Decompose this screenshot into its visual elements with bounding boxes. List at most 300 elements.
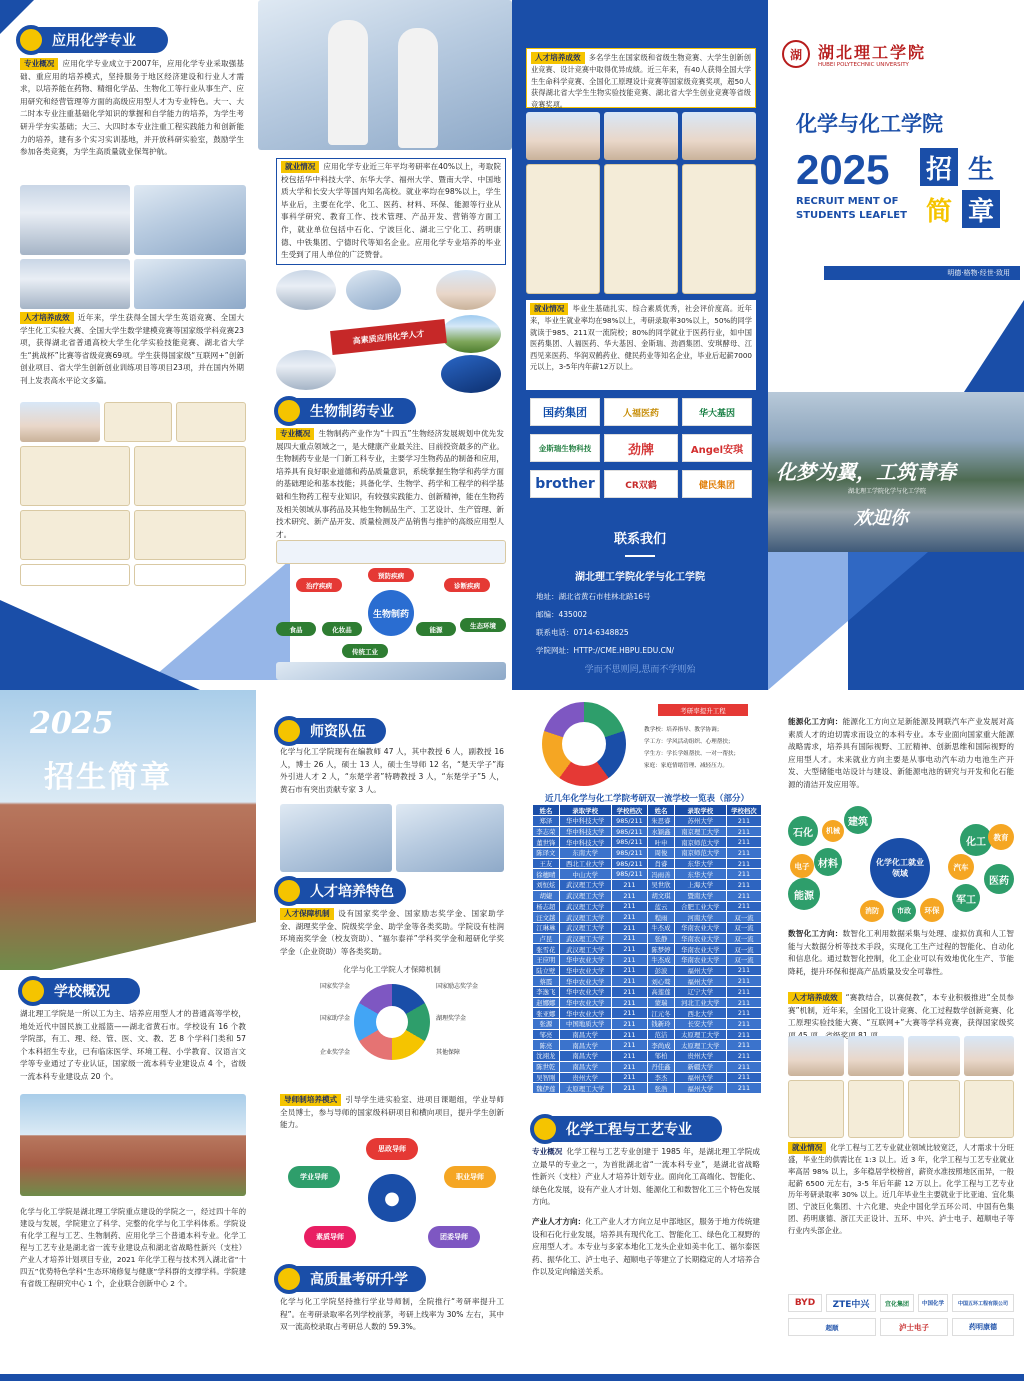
table-cell: 李志荣 <box>533 826 560 837</box>
bio-center-node: 生物制药 <box>368 590 414 636</box>
table-cell: 卢昆 <box>533 933 560 944</box>
table-cell: 华南农业大学 <box>674 944 726 955</box>
table-cell: 吴世欣 <box>648 880 675 891</box>
cover-corner-triangle <box>964 300 1024 392</box>
cycle-line-2: 学工方：学风活动组织、心理帮扶； <box>644 739 734 745</box>
bio-product-strip <box>276 540 506 564</box>
table-cell: 华中农业大学 <box>559 987 611 998</box>
table-cell: 双一流 <box>726 922 761 933</box>
table-cell: 西北大学 <box>674 1008 726 1019</box>
table-cell: 211 <box>611 1083 647 1094</box>
field-node-education: 教育 <box>988 824 1014 850</box>
kaoyan-text: 化学与化工学院坚持推行学业导师制，全院推行“考研率提升工程”。在考研录取率名列学校前茅，考研上线率为 30% 左右，其中双一流高校录取占考研总人数的 59.3%。 <box>280 1297 504 1332</box>
table-cell: 211 <box>611 965 647 976</box>
table-cell: 211 <box>611 1040 647 1051</box>
table-cell: 211 <box>726 837 761 848</box>
certificate-6 <box>134 510 246 560</box>
table-cell: 211 <box>726 1029 761 1040</box>
table-cell: 胡文琪 <box>648 890 675 901</box>
table-cell: 211 <box>726 1051 761 1062</box>
table-cell: 武汉理工大学 <box>559 901 611 912</box>
table-cell: 水颖鑫 <box>648 826 675 837</box>
table-cell: 福州大学 <box>674 976 726 987</box>
table-row <box>533 1019 762 1030</box>
bio-node-food: 食品 <box>276 622 316 636</box>
table-cell: 程雨 <box>648 912 675 923</box>
applied-chem-talent: 人才培养成效 近年来，学生获得全国大学生英语竞赛、全国大学生化工实验大赛、全国大学生数学建模竞赛等国家级学科竞赛23项，获得湖北省普通高校大学生化学实验技能竞赛、湖北省大学生“挑战杯”比赛等省级竞赛69项。学生获得国家级“互联网+”创新创业项目、省大学生创新创业训练项目等项目23项，并在国内外期刊上发表高水平论文多篇。 <box>20 313 244 385</box>
table-cell: 211 <box>726 816 761 827</box>
table-cell: 南昌大学 <box>559 1040 611 1051</box>
table-cell: 福州大学 <box>674 1072 726 1083</box>
table-cell: 211 <box>611 880 647 891</box>
university-logo-icon: 湖 <box>782 40 810 68</box>
logo-wuxi: 药明康德 <box>952 1318 1014 1336</box>
table-cell: 武汉理工大学 <box>559 912 611 923</box>
cover-year: 2025 <box>796 146 890 193</box>
biopharm-diagram <box>276 540 506 680</box>
bio-node-ecology: 生态环境 <box>460 618 506 632</box>
table-cell: 华中科技大学 <box>559 837 611 848</box>
bio-node-treat: 治疗疾病 <box>296 578 342 592</box>
diagram-center-band: 高素质应用化学人才 <box>330 319 447 355</box>
logo-wuhuan: 中国五环工程有限公司 <box>952 1294 1014 1312</box>
table-cell: 东南大学 <box>559 848 611 859</box>
diagram-photo-earth <box>441 315 501 353</box>
logo-byd: BYD <box>788 1294 822 1312</box>
table-cell: 东华大学 <box>674 869 726 880</box>
heading-bullet-icon <box>18 976 48 1006</box>
table-row <box>533 869 762 880</box>
table-header-cell: 录取学校 <box>559 805 611 816</box>
chem-eng-talent: 人才培养成效 “赛教结合，以赛促教”，本专业积极推进“全员参赛”机制，近年来，全国化工设计竞赛、化工过程数学创新竞赛、化工原理实验技能大赛、“互联网+”大赛等学科竞赛，获得国家级奖 <box>788 993 1014 1028</box>
pilot-plant-photo-2 <box>134 259 246 309</box>
table-cell: 211 <box>611 922 647 933</box>
talent-cert-2 <box>848 1080 904 1138</box>
table-cell: 985/211 <box>611 816 647 827</box>
logo-cr-double-crane: CR双鹤 <box>604 470 678 498</box>
talent-cert-1 <box>788 1080 844 1138</box>
panel-faculty <box>256 690 512 1381</box>
heading-bullet-icon <box>274 1264 304 1294</box>
table-cell: 211 <box>611 890 647 901</box>
award-cert-a <box>526 164 600 294</box>
table-cell: 211 <box>611 901 647 912</box>
paper-screenshot-1 <box>20 564 130 586</box>
bio-node-prevent: 预防疾病 <box>368 568 414 582</box>
cover-lightblue-triangle <box>768 552 928 690</box>
table-cell: 新疆大学 <box>674 1061 726 1072</box>
table-cell: 西北工业大学 <box>559 858 611 869</box>
panel-cover <box>768 0 1024 690</box>
logo-genscript: 金斯瑞生物科技 <box>530 434 600 462</box>
table-cell: 丹佳鑫 <box>648 1061 675 1072</box>
diagram-photo-factory <box>276 350 336 390</box>
table-cell: 张静 <box>648 933 675 944</box>
table-cell: 太原理工大学 <box>674 1029 726 1040</box>
table-cell: 张雪花 <box>533 944 560 955</box>
table-cell: 张源 <box>533 1019 560 1030</box>
title-char-2: 生 <box>962 148 1000 186</box>
table-row <box>533 1040 762 1051</box>
table-header-cell: 姓名 <box>533 805 560 816</box>
table-cell: 李尚成 <box>648 1040 675 1051</box>
table-row <box>533 1061 762 1072</box>
table-cell: 211 <box>726 826 761 837</box>
field-node-chem: 化工 <box>960 824 992 856</box>
table-cell: 211 <box>726 965 761 976</box>
table-row <box>533 976 762 987</box>
talent-cert-3 <box>908 1080 960 1138</box>
field-node-environment: 环保 <box>920 898 944 922</box>
certificate-4 <box>134 446 246 506</box>
bottom-title: 招生简章 <box>44 760 172 795</box>
scholar-label-3: 国家助学金 <box>319 1015 350 1022</box>
table-cell: 蔡霞 <box>533 976 560 987</box>
award-cert-c <box>682 164 756 294</box>
table-cell: 太原理工大学 <box>559 1083 611 1094</box>
bio-node-energy: 能源 <box>416 622 456 636</box>
scholar-label-2: 国家励志奖学金 <box>436 983 479 990</box>
mentor-node-2: 职业导师 <box>444 1166 496 1188</box>
table-cell: 长安大学 <box>674 1019 726 1030</box>
table-cell: 华中农业大学 <box>559 976 611 987</box>
table-cell: 985/211 <box>611 848 647 859</box>
contact-divider <box>625 555 655 557</box>
contact-address: 地址：湖北省黄石市桂林北路16号 <box>536 592 651 601</box>
table-cell: 211 <box>726 987 761 998</box>
table-cell: 211 <box>611 1019 647 1030</box>
mentor-node-5: 学业导师 <box>288 1166 340 1188</box>
table-cell: 华中农业大学 <box>559 997 611 1008</box>
panel-applied-chemistry <box>0 0 256 690</box>
field-node-municipal: 市政 <box>892 900 916 922</box>
logo-zte: ZTE中兴 <box>826 1294 876 1312</box>
table-cell: 211 <box>611 1051 647 1062</box>
cycle-hole <box>562 722 606 766</box>
table-cell: 沈翊龙 <box>533 1051 560 1062</box>
table-cell: 华南农业大学 <box>674 933 726 944</box>
talent-cert-4 <box>964 1080 1014 1138</box>
table-cell: 徐穗晴 <box>533 869 560 880</box>
table-cell: 211 <box>611 933 647 944</box>
table-row <box>533 997 762 1008</box>
logo-yihua: 宜化集团 <box>880 1294 914 1312</box>
college-overview-text: 化学与化工学院是湖北理工学院重点建设的学院之一，经过四十年的建设与发展，学院建立了科学、完整的化学与化工学科体系。学院设有化学工程与工艺、生物制药、应用化学三个普通本科专业。化学工程与工艺专业是湖北省一流专业建设点和湖北省战略性新兴（支柱）产业人才培养计划项目专业，2021 年化学工程与技术列入湖北省“十四五”优势特色学科“生态环境修复与健康”学科群的支撑学科。学院建有省级工程研究中心 1 个，企业联合创新中心 2 个。 <box>20 1207 246 1288</box>
table-cell: 王友 <box>533 858 560 869</box>
table-cell: 福州大学 <box>674 1083 726 1094</box>
bottom-year: 2025 <box>30 706 114 741</box>
award-photo-b <box>604 112 678 160</box>
panel-contact <box>512 0 768 690</box>
table-cell: 双一流 <box>726 954 761 965</box>
table-cell: 985/211 <box>611 837 647 848</box>
school-overview-text: 湖北理工学院是一所以工为主、培养应用型人才的普通高等学校，地处近代中国民族工业摇篮——湖北省黄石市。学校设有 16 个教学院部，有工、理、经、管、医、文、教、艺 8 个学科门类和 57 个本科招生专业，已有临床医学、环境工程、小学教育、汉语言文学等专业通过了专业认证，国家级一流本科专业建设点 4 个，省级一流本科专业建设点 20 个。 <box>20 1009 246 1081</box>
cover-motto-bar: 明德·格物·经世·致用 <box>824 266 1020 280</box>
table-row <box>533 1029 762 1040</box>
mentor-node-1: 思政导师 <box>366 1138 418 1160</box>
table-cell: 胡婕 <box>533 890 560 901</box>
field-node-medicine: 医药 <box>984 864 1014 894</box>
award-photo-a <box>526 112 600 160</box>
table-cell: 双一流 <box>726 933 761 944</box>
table-header-cell: 录取学校 <box>674 805 726 816</box>
bio-node-diagnose: 诊断疾病 <box>444 578 490 592</box>
panel-chem-eng-jobs <box>768 690 1024 1381</box>
table-cell: 魏伊莲 <box>533 1083 560 1094</box>
award-photo-c <box>682 112 756 160</box>
student-figure-1 <box>328 20 368 145</box>
mentor-node-4: 素质导师 <box>304 1226 356 1248</box>
title-char-3: 简 <box>920 190 958 228</box>
table-cell: 陈梦婷 <box>648 944 675 955</box>
fields-diagram <box>788 802 1014 922</box>
table-cell: 张亚娜 <box>533 1008 560 1019</box>
table-row <box>533 858 762 869</box>
staff-photo-1 <box>280 804 392 872</box>
logo-chaoshun: 超顺 <box>788 1318 876 1336</box>
section-heading-kaoyan: 高质量考研升学 <box>276 1266 426 1292</box>
table-header-cell: 学校档次 <box>726 805 761 816</box>
award-group-photo <box>20 402 100 442</box>
table-cell: 双一流 <box>726 912 761 923</box>
table-cell: 肖睿 <box>648 858 675 869</box>
table-cell: 武汉理工大学 <box>559 880 611 891</box>
certificate-5 <box>20 510 130 560</box>
table-cell: 211 <box>726 1061 761 1072</box>
table-cell: 211 <box>611 987 647 998</box>
heading-bullet-icon <box>274 716 304 746</box>
diagram-photo-industry <box>276 270 336 310</box>
panel-biopharm <box>256 0 512 690</box>
table-cell: 211 <box>726 890 761 901</box>
chem-eng-industry: 产业人才方向：化工产业人才方向立足中部地区，服务于地方传统建设和石化行业发展，培养具有现代化工、智能化工、绿色化工视野的应用型人才。本专业与多家本地化工龙头企业如美丰化工、福尔泰医药、振华化工、泸士电子、超顺电子等建立了长期稳定的人才培养合作以及定向输送关系。 <box>532 1217 760 1277</box>
paper-screenshot-2 <box>134 564 246 586</box>
overview-white-triangle <box>0 922 256 982</box>
table-cell: 叶申 <box>648 837 675 848</box>
university-name-en: HUBEI POLYTECHNIC UNIVERSITY <box>818 62 909 68</box>
diagram-photo-people <box>436 270 496 310</box>
table-cell: 211 <box>611 1072 647 1083</box>
table-row <box>533 965 762 976</box>
table-row <box>533 1083 762 1094</box>
scholar-label-5: 企业奖学金 <box>319 1049 350 1056</box>
mentor-text: 导师制培养模式 引导学生进实验室、进项目课题组，学业导师全员博士，参与导师的国家级科研项目和横向项目，提升学生创新能力。 <box>280 1095 504 1130</box>
field-node-electronic: 电子 <box>790 854 814 878</box>
scholar-label-6: 其他保障 <box>436 1049 461 1056</box>
table-cell: 贵州大学 <box>559 1072 611 1083</box>
table-row <box>533 922 762 933</box>
talent-photo-1 <box>788 1036 844 1076</box>
lab-equipment-photo <box>134 185 246 255</box>
table-cell: 朱思睿 <box>648 816 675 827</box>
logo-jianmin: 健民集团 <box>682 470 752 498</box>
table-cell: 武汉理工大学 <box>559 933 611 944</box>
contact-phone: 联系电话：0714-6348825 <box>536 628 629 637</box>
table-cell: 211 <box>611 976 647 987</box>
panel-kaoyan-table <box>512 690 768 1381</box>
table-cell: 211 <box>611 912 647 923</box>
table-cell: 211 <box>726 976 761 987</box>
heading-bullet-icon <box>274 396 304 426</box>
university-name: 湖北理工学院 <box>818 43 927 62</box>
cover-en-2: STUDENTS LEAFLET <box>796 210 907 221</box>
table-cell: 邹亮 <box>533 1029 560 1040</box>
cover-slogan: 化梦为翼，工筑青春 <box>776 460 956 484</box>
table-cell: 华南农业大学 <box>674 954 726 965</box>
kaoyan-cycle <box>532 698 752 790</box>
logo-china-chem: 中国化学 <box>918 1294 948 1312</box>
bio-photo-strip <box>276 662 506 680</box>
field-node-building: 建筑 <box>844 806 872 834</box>
table-cell: 蓝云 <box>648 901 675 912</box>
diagram-photo-energy <box>441 355 501 393</box>
panel1-blue-triangle <box>0 600 200 690</box>
table-cell: 211 <box>726 1040 761 1051</box>
table-cell: 211 <box>726 997 761 1008</box>
bio-node-cosmetic: 化妆品 <box>322 622 362 636</box>
table-cell: 211 <box>726 869 761 880</box>
table-cell: 211 <box>726 858 761 869</box>
bottom-border-bar <box>0 1374 1024 1381</box>
certificate-1 <box>104 402 172 442</box>
table-cell: 211 <box>611 1061 647 1072</box>
diagram-photo-lab <box>346 270 401 310</box>
table-cell: 合肥工业大学 <box>674 901 726 912</box>
table-row <box>533 816 762 827</box>
table-body <box>533 816 762 1094</box>
table-cell: 华中农业大学 <box>559 965 611 976</box>
section-heading-applied-chem: 应用化学专业 <box>18 27 168 53</box>
table-row <box>533 890 762 901</box>
staff-text: 化学与化工学院现有在编教师 47 人，其中教授 6 人，副教授 16 人，博士 26 人，硕士 13 人，硕士生导师 12 名，“楚天学子”海外引进人才 2 人，“东楚学者”特聘教授 3 人，“东楚学子”5 人，黄石市有突出贡献专家 3 人。 <box>280 747 504 794</box>
section-heading-talent: 人才培养特色 <box>276 878 406 904</box>
logo-humanwell: 人福医药 <box>604 398 678 426</box>
table-cell: 211 <box>726 1019 761 1030</box>
table-cell: 南京理工大学 <box>674 826 726 837</box>
table-cell: 河南大学 <box>674 912 726 923</box>
table-cell: 王应明 <box>533 954 560 965</box>
logo-hushi: 泸士电子 <box>880 1318 948 1336</box>
table-cell: 211 <box>611 997 647 1008</box>
table-cell: 辽宁大学 <box>674 987 726 998</box>
table-cell: 陈译文 <box>533 848 560 859</box>
table-cell: 985/211 <box>611 869 647 880</box>
field-node-military: 军工 <box>952 884 980 912</box>
campus-mountain-photo <box>768 392 1024 552</box>
cycle-line-1: 教学校：培养指导、教学协调； <box>644 727 723 733</box>
table-cell: 李杰 <box>648 1072 675 1083</box>
table-cell: 苏州大学 <box>674 816 726 827</box>
table-cell: 江元冬 <box>648 1008 675 1019</box>
title-char-1: 招 <box>920 148 958 186</box>
certificate-3 <box>20 446 130 506</box>
table-cell: 211 <box>611 1029 647 1040</box>
table-cell: 钱新玲 <box>648 1019 675 1030</box>
section-heading-staff: 师资队伍 <box>276 718 386 744</box>
staff-photo-2 <box>396 804 504 872</box>
table-cell: 华中农业大学 <box>559 1008 611 1019</box>
table-row <box>533 1072 762 1083</box>
cover-title-grid <box>920 148 1002 230</box>
table-cell: 武汉理工大学 <box>559 944 611 955</box>
table-cell: 211 <box>726 901 761 912</box>
logo-jingpai: 劲牌 <box>604 434 678 462</box>
contact-website[interactable]: 学院网址：HTTP://CME.HBPU.EDU.CN/ <box>536 646 675 655</box>
table-cell: 刘心骜 <box>648 976 675 987</box>
panel-school-overview <box>0 690 256 1381</box>
table-row <box>533 901 762 912</box>
table-cell: 冯雨善 <box>648 869 675 880</box>
talent-photo-2 <box>848 1036 904 1076</box>
table-cell: 上海大学 <box>674 880 726 891</box>
table-cell: 东华大学 <box>674 858 726 869</box>
logo-angel: Angel安琪 <box>682 434 752 462</box>
table-cell: 211 <box>611 944 647 955</box>
table-row <box>533 954 762 965</box>
table-cell: 周俊 <box>648 848 675 859</box>
table-cell: 武汉理工大学 <box>559 890 611 901</box>
section-heading-biopharm: 生物制药专业 <box>276 398 416 424</box>
mentor-diagram <box>280 1138 504 1258</box>
table-cell: 董世锋 <box>533 837 560 848</box>
table-cell: 吴智刚 <box>533 1072 560 1083</box>
heading-bullet-icon <box>530 1114 560 1144</box>
table-cell: 双一流 <box>726 944 761 955</box>
field-node-petro: 石化 <box>788 816 818 846</box>
section-heading-school: 学校概况 <box>20 978 140 1004</box>
title-char-4: 章 <box>962 190 1000 228</box>
table-cell: 郑泽 <box>533 816 560 827</box>
table-header-cell: 学校档次 <box>611 805 647 816</box>
table-cell: 河北工业大学 <box>674 997 726 1008</box>
table-cell: 贵州大学 <box>674 1051 726 1062</box>
table-cell: 范洁 <box>648 1029 675 1040</box>
cover-photo-caption: 湖北理工学院化学与化工学院 <box>848 488 927 495</box>
table-cell: 211 <box>611 1008 647 1019</box>
table-cell: 211 <box>726 1072 761 1083</box>
table-header-cell: 姓名 <box>648 805 675 816</box>
table-cell: 南京师范大学 <box>674 837 726 848</box>
guarantee-ring-hole <box>376 1006 408 1038</box>
table-cell: 汪文越 <box>533 912 560 923</box>
table-cell: 南昌大学 <box>559 1051 611 1062</box>
table-cell: 华中科技大学 <box>559 816 611 827</box>
students-lab-photo <box>258 0 512 150</box>
cover-en-1: RECRUIT MENT OF <box>796 196 899 207</box>
table-title: 近几年化学与化工学院考研双一流学校一览表（部分） <box>544 794 749 804</box>
applied-chem-jobs: 就业情况 应用化学专业近三年平均考研率在40%以上，考取院校包括华中科技大学、东华大学、福州大学、暨南大学、中国地质大学和长安大学等国内知名高校。就业率均在98%以上，学生毕业后，主要在化学、化工、医药、材料、环保、能源等行业从事科学研究、教育工作、技术管理、产品开发、营销等方面工作，就业单位包括中石化、宁波巨化、湖北三宁化工、药明康德、中铁集团、宁德时代等知名企业。应用化学专业培养的毕业生受到了用人单位的广泛赞誉。 <box>276 158 506 265</box>
cycle-line-3: 学生方：学长学姐帮扶、一对一帮扶； <box>644 751 740 757</box>
table-cell: 江琳琳 <box>533 922 560 933</box>
table-cell: 太原理工大学 <box>674 1040 726 1051</box>
contact-title: 联系我们 <box>613 532 666 547</box>
table-cell: 牛杰成 <box>648 922 675 933</box>
guarantee-chart <box>280 978 504 1088</box>
logo-sinopharm: 国药集团 <box>530 398 600 426</box>
table-cell: 南昌大学 <box>559 1061 611 1072</box>
award-cert-b <box>604 164 678 294</box>
table-cell: 牛杰成 <box>648 954 675 965</box>
table-cell: 211 <box>726 880 761 891</box>
table-row <box>533 987 762 998</box>
talent-box <box>526 48 756 108</box>
table-cell: 中国地质大学 <box>559 1019 611 1030</box>
table-cell: 刘恒炫 <box>533 880 560 891</box>
table-row <box>533 1051 762 1062</box>
cover-welcome: 欢迎你 <box>854 508 908 529</box>
table-cell: 华中科技大学 <box>559 826 611 837</box>
table-cell: 南京师范大学 <box>674 848 726 859</box>
